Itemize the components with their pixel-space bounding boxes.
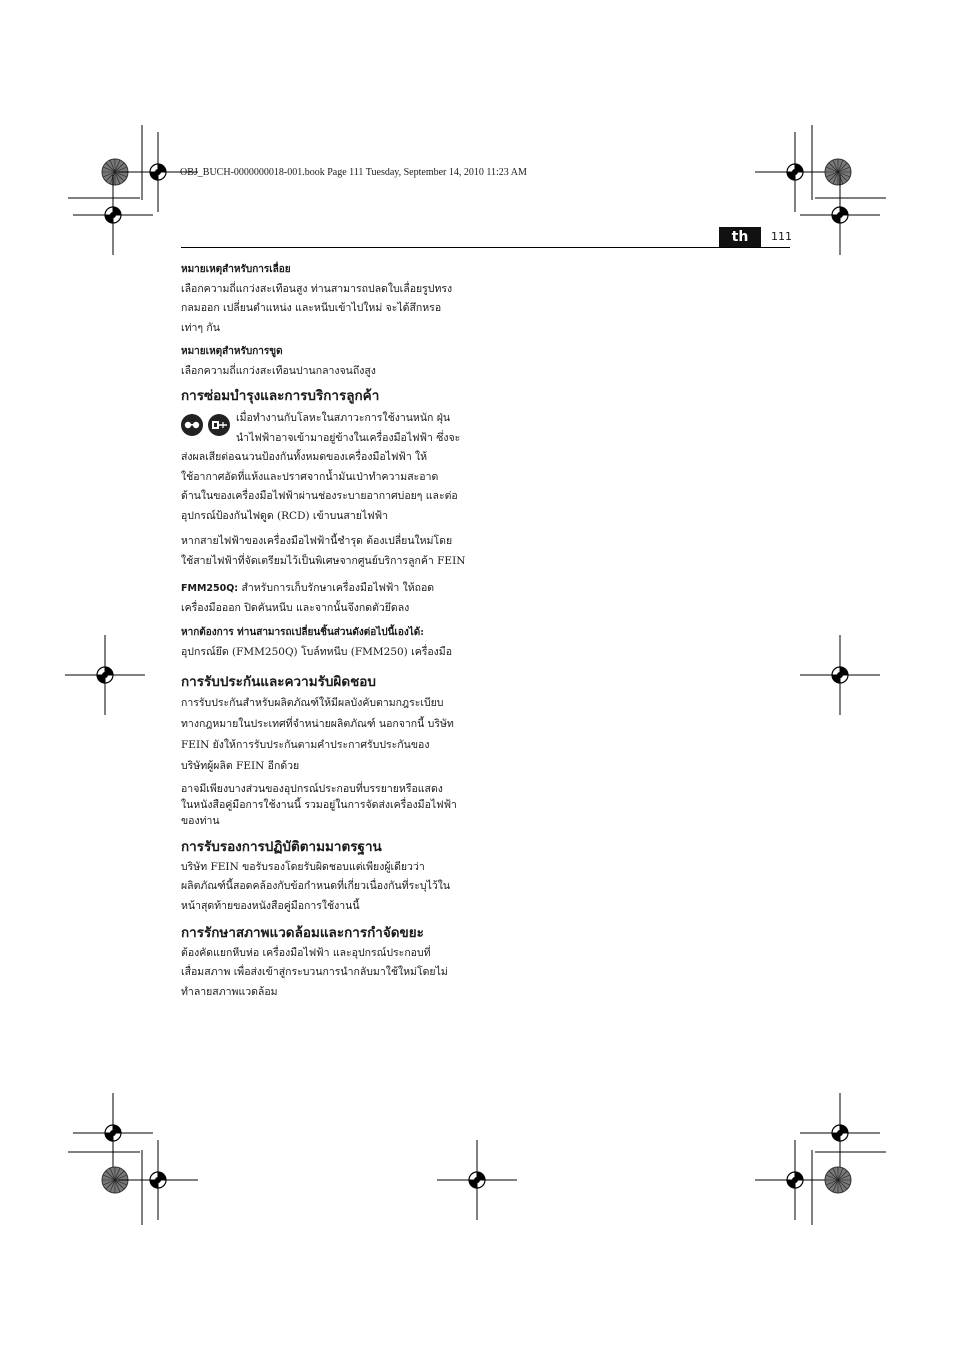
maintenance-line: ด้านในของเครื่องมือไฟฟ้าผ่านช่องระบายอากาศบ่อยๆ และต่อ: [181, 490, 458, 502]
language-badge: th: [719, 227, 761, 247]
maintenance-line: นำไฟฟ้าอาจเข้ามาอยู่ข้างในเครื่องมือไฟฟ้า ซึ่งจะ: [236, 431, 461, 444]
page-number: 111: [771, 230, 792, 243]
unplug-icon: [208, 414, 230, 436]
section-scraping: [181, 342, 481, 381]
maintenance-title: การซ่อมบำรุงและการบริการลูกค้า: [181, 388, 380, 404]
cord-line: หากสายไฟฟ้าของเครื่องมือไฟฟ้านี้ชำรุด ต้องเปลี่ยนใหม่โดย: [181, 535, 453, 547]
fmm-label: FMM250Q:: [181, 583, 239, 594]
maintenance-line: เมื่อทำงานกับโลหะในสภาวะการใช้งานหนัก ฝุ่น: [236, 412, 451, 424]
safety-icons: [181, 413, 231, 437]
header-rule: [181, 247, 790, 248]
warranty-note-line: อาจมีเพียงบางส่วนของอุปกรณ์ประกอบที่บรรยายหรือแสดง: [181, 783, 443, 795]
warranty-note-line: ของท่าน: [181, 815, 220, 827]
section-environment: [181, 924, 481, 1002]
warranty-line: การรับประกันสำหรับผลิตภัณฑ์ให้มีผลบังคับตามกฎระเบียบ: [181, 696, 444, 709]
sawing-line: เท่าๆ กัน: [181, 321, 220, 334]
sawing-title: หมายเหตุสำหรับการเลื่อย: [181, 264, 291, 275]
warranty-line: ทางกฎหมายในประเทศที่จำหน่ายผลิตภัณฑ์ นอกจากนี้ บริษัท: [181, 717, 454, 730]
maintenance-line: อุปกรณ์ป้องกันไฟดูด (RCD) เข้าบนสายไฟฟ้า: [181, 509, 388, 522]
eye-protection-icon: [181, 414, 203, 436]
environment-title: การรักษาสภาพแวดล้อมและการกำจัดขยะ: [181, 925, 424, 941]
maintenance-body: [181, 448, 481, 526]
warranty-line: บริษัทผู้ผลิต FEIN อีกด้วย: [181, 759, 300, 772]
spare-title: หากต้องการ ท่านสามารถเปลี่ยนชิ้นส่วนดังต่อไปนี้เองได้:: [181, 627, 424, 638]
maintenance-line: ใช้อากาศอัดที่แห้งและปราศจากน้ำมันเป่าทำความสะอาด: [181, 470, 439, 483]
spare-parts: [181, 623, 481, 662]
fmm-line: เครื่องมือออก ปิดคันหนีบ และจากนั้นจึงกดตัวยึดลง: [181, 601, 410, 614]
section-conformity: [181, 838, 481, 916]
sawing-line: เลือกความถี่แกว่งสะเทือนสูง ท่านสามารถปลดใบเลื่อยรูปทรง: [181, 282, 453, 295]
fmm-storage: [181, 579, 481, 618]
conformity-line: บริษัท FEIN ขอรับรองโดยรับผิดชอบแต่เพียงผู้เดียวว่า: [181, 860, 425, 873]
section-sawing: [181, 260, 481, 338]
maintenance-line: ส่งผลเสียต่อฉนวนป้องกันทั้งหมดของเครื่องมือไฟฟ้า ให้: [181, 451, 428, 463]
conformity-line: ผลิตภัณฑ์นี้สอดคล้องกับข้อกำหนดที่เกี่ยวเนื่องกันที่ระบุไว้ใน: [181, 880, 451, 892]
maintenance-icon-text: [236, 409, 460, 448]
conformity-title: การรับรองการปฏิบัติตามมาตรฐาน: [181, 839, 382, 855]
sawing-line: กลมออก เปลี่ยนตำแหน่ง และหนีบเข้าไปใหม่ จะได้สึกหรอ: [181, 302, 442, 314]
environment-line: ต้องคัดแยกหีบห่อ เครื่องมือไฟฟ้า และอุปกรณ์ประกอบที่: [181, 946, 431, 959]
conformity-line: หน้าสุดท้ายของหนังสือคู่มือการใช้งานนี้: [181, 899, 360, 912]
warranty-line: FEIN ยังให้การรับประกันตามคำประกาศรับประกันของ: [181, 738, 430, 751]
fmm-line: สำหรับการเก็บรักษาเครื่องมือไฟฟ้า ให้ถอด: [238, 582, 435, 594]
scraping-line: เลือกความถี่แกว่งสะเทือนปานกลางจนถึงสูง: [181, 364, 376, 377]
scraping-title: หมายเหตุสำหรับการขูด: [181, 346, 283, 357]
section-warranty: [181, 673, 481, 777]
section-maintenance: [181, 387, 481, 407]
book-info: OBJ_BUCH-0000000018-001.book Page 111 Tuesday, September 14, 2010 11:23 AM: [180, 167, 527, 178]
environment-line: เสื่อมสภาพ เพื่อส่งเข้าสู่กระบวนการนำกลับมาใช้ใหม่โดยไม่: [181, 966, 448, 978]
cord-line: ใช้สายไฟฟ้าที่จัดเตรียมไว้เป็นพิเศษจากศูนย์บริการลูกค้า FEIN: [181, 554, 466, 567]
warranty-note: [181, 781, 481, 829]
spare-line: อุปกรณ์ยึด (FMM250Q) โบล์ทหนีบ (FMM250) เครื่องมือ: [181, 645, 453, 658]
warranty-title: การรับประกันและความรับผิดชอบ: [181, 674, 376, 690]
warranty-note-line: ในหนังสือคู่มือการใช้งานนี้ รวมอยู่ในการจัดส่งเครื่องมือไฟฟ้า: [181, 799, 457, 811]
cord-replacement: [181, 532, 481, 571]
environment-line: ทำลายสภาพแวดล้อม: [181, 985, 278, 998]
